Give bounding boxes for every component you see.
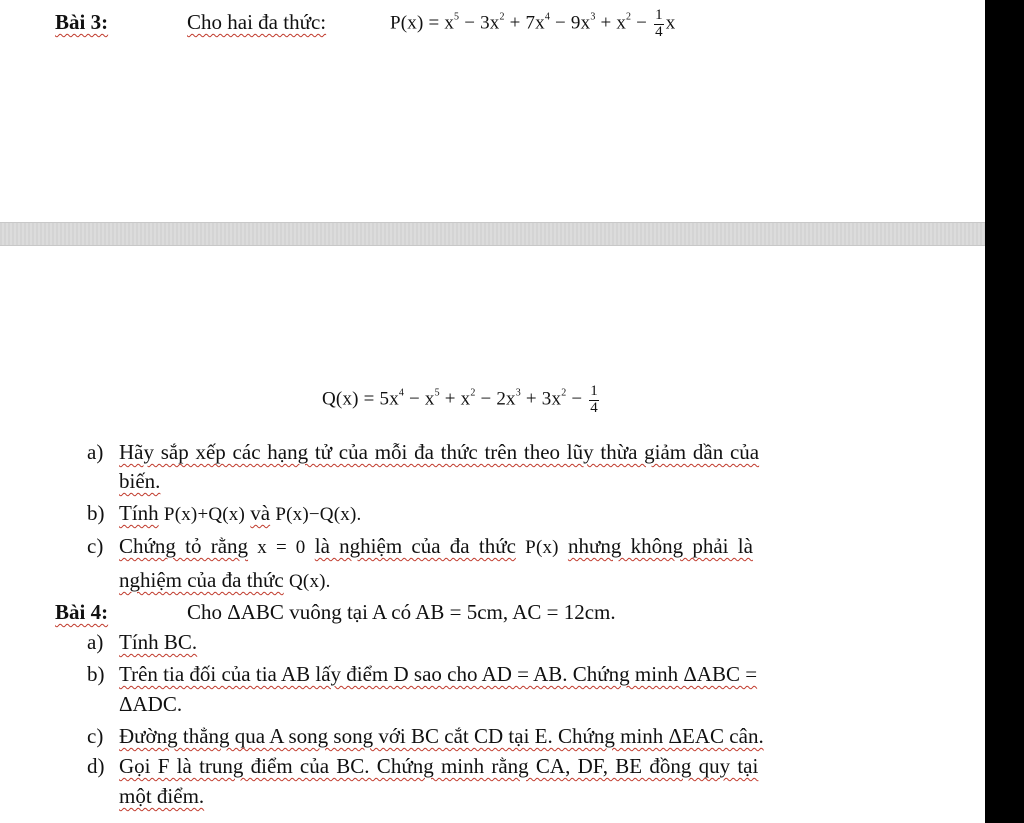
bai3-c-line2: nghiệm của đa thức Q(x). xyxy=(119,568,331,592)
bai4-heading xyxy=(55,602,108,623)
bai3-b-content: Tính P(x)+Q(x) và P(x)−Q(x). xyxy=(119,501,362,525)
polynomial-p: $P(x) = x^5 - 3x^2 + 7x^4 - 9x^3 + x^2$ − $\frac{1}{4}$ x xyxy=(390,7,676,40)
bai4-b-line2: ΔADC. xyxy=(119,692,183,716)
bai3-intro: Cho hai đa thức: xyxy=(187,10,327,34)
bai3-a-line2: biến. xyxy=(119,469,161,493)
bai3-c-line1: Chứng tỏ rằng x = 0 là nghiệm của đa thức P(x) nhưng không phải là xyxy=(119,534,753,558)
bai4-intro: Cho ΔABC vuông tại A có AB = 5cm, AC = 12cm. xyxy=(187,600,616,624)
window-edge xyxy=(985,0,1024,823)
bai4-d-line2: một điểm. xyxy=(119,784,205,808)
bai3-b-label: b) xyxy=(87,501,105,525)
bai3-c-label: c) xyxy=(87,534,104,558)
fraction-one-quarter-q: $\frac{1}{4}$ xyxy=(590,383,598,416)
bai3-heading xyxy=(55,12,108,33)
bai4-c-text: Đường thẳng qua A song song với BC cắt CD tại E. Chứng minh ΔEAC cân. xyxy=(119,724,764,748)
page-break-band xyxy=(0,222,985,246)
bai4-c-label: c) xyxy=(87,724,104,748)
bai3-label: Bài 3: xyxy=(55,10,109,34)
bai4-a-label: a) xyxy=(87,630,104,654)
polynomial-q: $Q(x) = 5x^4 - x^5 + x^2 - 2x^3 + 3x^2$ − $\frac{1}{4}$ xyxy=(322,383,598,416)
bai4-b-line1: Trên tia đối của tia AB lấy điểm D sao cho AD = AB. Chứng minh ΔABC = xyxy=(119,662,758,686)
bai4-b-label: b) xyxy=(87,662,105,686)
bai4-d-label: d) xyxy=(87,754,105,778)
bai4-label: Bài 4: xyxy=(55,600,109,624)
bai4-a-text: Tính BC. xyxy=(119,630,198,654)
bai3-a-label: a) xyxy=(87,440,104,464)
fraction-one-quarter: $\frac{1}{4}$ xyxy=(655,7,663,40)
bai3-a-line1: Hãy sắp xếp các hạng tử của mỗi đa thức trên theo lũy thừa giảm dần của xyxy=(119,440,760,464)
bai4-d-line1: Gọi F là trung điểm của BC. Chứng minh rằng CA, DF, BE đồng quy tại xyxy=(119,754,759,778)
